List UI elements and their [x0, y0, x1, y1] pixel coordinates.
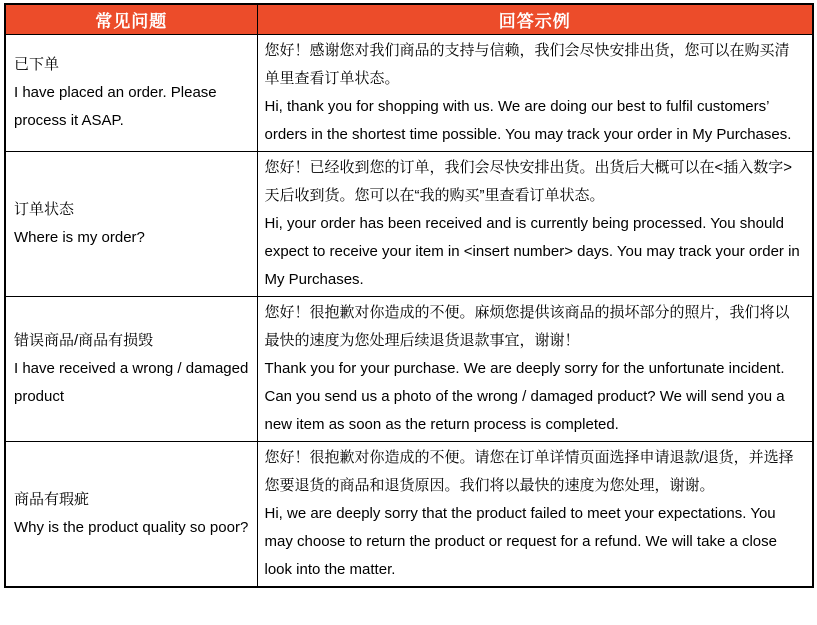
header-common-questions: 常见问题 [5, 4, 257, 35]
question-en: I have received a wrong / damaged product [14, 360, 249, 405]
answer-zh: 您好！很抱歉对你造成的不便。麻烦您提供该商品的损坏部分的照片，我们将以最快的速度为您处理后续退货退款事宜，谢谢！ [264, 304, 790, 349]
question-cell [5, 442, 257, 588]
question-en: Where is my order? [14, 229, 145, 246]
answer-cell [257, 297, 813, 442]
answer-en: Hi, thank you for shopping with us. We are doing our best to fulfil customers’ orders in the shortest time possible. You may track your order in My Purchases. [264, 98, 792, 143]
question-cell [5, 35, 257, 152]
question-cell [5, 152, 257, 297]
table-row [5, 152, 813, 297]
answer-cell [257, 152, 813, 297]
header-answer-examples: 回答示例 [257, 4, 813, 35]
question-cell [5, 297, 257, 442]
question-zh: 错误商品/商品有损毁 [14, 332, 154, 349]
table-row [5, 35, 813, 152]
question-en: Why is the product quality so poor? [14, 519, 249, 536]
table-header-row [5, 4, 813, 35]
answer-en: Thank you for your purchase. We are deeply sorry for the unfortunate incident. Can you send us a photo of the wrong / damaged product? We will send you a new item as soon as the return process is completed. [264, 360, 785, 433]
question-zh: 已下单 [14, 56, 60, 73]
answer-zh: 您好！感谢您对我们商品的支持与信赖，我们会尽快安排出货，您可以在购买清单里查看订单状态。 [264, 42, 790, 87]
answer-zh: 您好！已经收到您的订单，我们会尽快安排出货。出货后大概可以在<插入数字>天后收到货。您可以在“我的购买”里查看订单状态。 [264, 159, 793, 204]
answer-en: Hi, your order has been received and is currently being processed. You should expect to receive your item in <insert number> days. You may track your order in My Purchases. [264, 215, 800, 288]
question-en: I have placed an order. Please process it ASAP. [14, 84, 217, 129]
answer-en: Hi, we are deeply sorry that the product failed to meet your expectations. You may choose to return the product or request for a refund. We will take a close look into the matter. [264, 505, 777, 578]
answer-cell [257, 35, 813, 152]
table-row [5, 442, 813, 588]
answer-zh: 您好！很抱歉对你造成的不便。请您在订单详情页面选择申请退款/退货，并选择您要退货的商品和退货原因。我们将以最快的速度为您处理，谢谢。 [264, 449, 794, 494]
faq-table [4, 3, 814, 588]
question-zh: 商品有瑕疵 [14, 491, 90, 508]
table-row [5, 297, 813, 442]
answer-cell [257, 442, 813, 588]
question-zh: 订单状态 [14, 201, 75, 218]
